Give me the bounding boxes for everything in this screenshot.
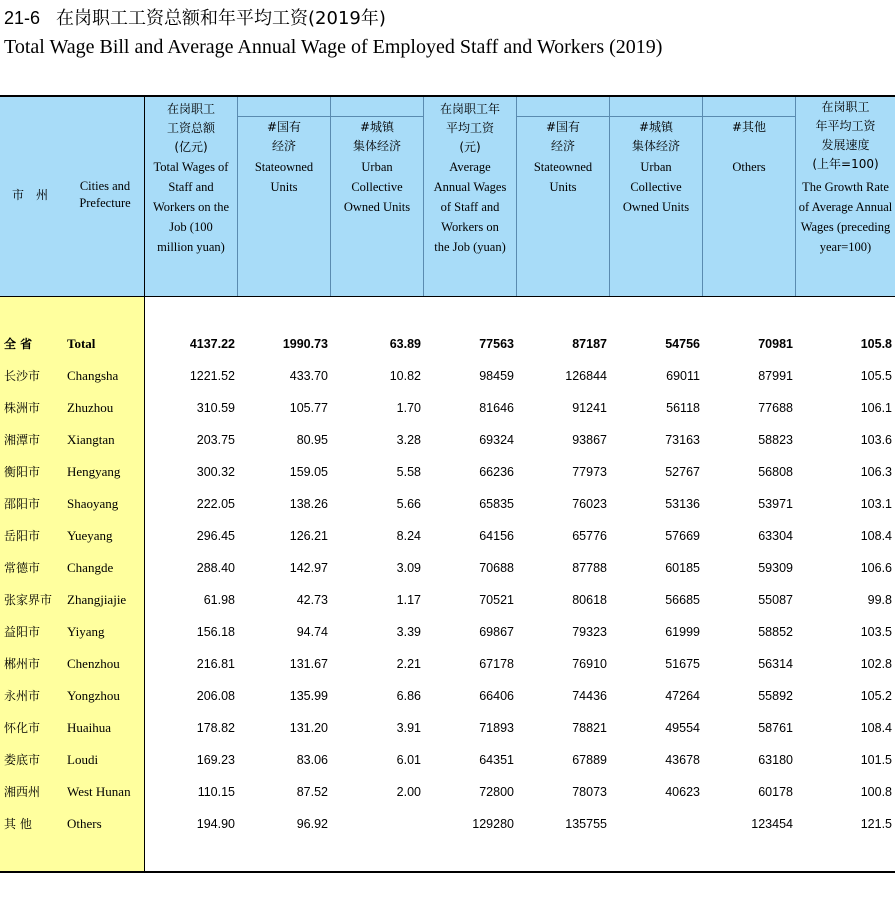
table-row xyxy=(0,456,895,488)
table-cell: 300.32 xyxy=(196,465,235,479)
table-cell: 123454 xyxy=(751,817,793,831)
table-cell: 103.1 xyxy=(860,497,892,511)
table-cell: 87788 xyxy=(572,561,607,575)
table-cell: 4137.22 xyxy=(189,337,235,351)
table-cell: 57669 xyxy=(665,529,700,543)
table-cell: 206.08 xyxy=(196,689,235,703)
table-row xyxy=(0,584,895,616)
header-others-en: Others xyxy=(732,160,766,174)
table-cell: 66236 xyxy=(479,465,514,479)
table-cell: 76023 xyxy=(572,497,607,511)
table-cell: 103.5 xyxy=(860,625,892,639)
city-name-en: Zhuzhou xyxy=(67,400,114,415)
table-cell: 3.39 xyxy=(396,625,421,639)
table-cell: 91241 xyxy=(572,401,607,415)
table-cell: 1.17 xyxy=(396,593,421,607)
city-name-cn: 岳阳市 xyxy=(4,529,41,543)
city-name-cn: 怀化市 xyxy=(4,721,41,735)
table-cell: 135.99 xyxy=(289,689,328,703)
header-city-en: Cities and Prefecture xyxy=(79,179,131,210)
page-title-english: Total Wage Bill and Average Annual Wage of Employed Staff and Workers (2019) xyxy=(4,36,663,58)
table-cell: 100.8 xyxy=(860,785,892,799)
header-others-cn: #其他 xyxy=(731,120,767,134)
table-cell: 65776 xyxy=(572,529,607,543)
city-name-en: Yiyang xyxy=(67,624,105,639)
header-growth-en: The Growth Rate of Average Annual Wages (preceding year=100) xyxy=(798,180,893,254)
city-name-cn: 湘西州 xyxy=(4,785,41,799)
table-cell: 10.82 xyxy=(389,369,421,383)
city-name-en: Changsha xyxy=(67,368,119,383)
table-cell: 3.09 xyxy=(396,561,421,575)
table-cell: 55892 xyxy=(758,689,793,703)
table-cell: 65835 xyxy=(479,497,514,511)
table-cell: 106.1 xyxy=(860,401,892,415)
table-cell: 6.86 xyxy=(396,689,421,703)
table-cell: 58852 xyxy=(758,625,793,639)
title-chinese-text: 在岗职工工资总额和年平均工资(2019年) xyxy=(56,8,386,29)
table-cell: 76910 xyxy=(572,657,607,671)
table-cell: 105.8 xyxy=(860,337,892,351)
city-name-cn: 全 省 xyxy=(4,337,33,351)
table-cell: 40623 xyxy=(665,785,700,799)
table-cell: 138.26 xyxy=(289,497,328,511)
table-row xyxy=(0,392,895,424)
table-cell: 1221.52 xyxy=(189,369,235,383)
table-cell: 121.5 xyxy=(860,817,892,831)
table-row xyxy=(0,776,895,808)
table-cell: 70688 xyxy=(479,561,514,575)
table-cell: 108.4 xyxy=(860,721,892,735)
header-avg-wage-cn: 在岗职工年 平均工资 (元) xyxy=(439,102,500,154)
table-cell: 5.66 xyxy=(396,497,421,511)
table-cell: 64156 xyxy=(479,529,514,543)
table-row xyxy=(0,488,895,520)
table-cell: 222.05 xyxy=(196,497,235,511)
table-cell: 79323 xyxy=(572,625,607,639)
table-cell: 1.70 xyxy=(396,401,421,415)
header-subdivider xyxy=(238,116,424,117)
table-cell: 60178 xyxy=(758,785,793,799)
city-name-cn: 湘潭市 xyxy=(4,433,41,447)
city-name-en: Xiangtan xyxy=(67,432,115,447)
table-cell: 6.01 xyxy=(396,753,421,767)
table-cell: 98459 xyxy=(479,369,514,383)
table-cell: 1990.73 xyxy=(282,337,328,351)
city-name-cn: 郴州市 xyxy=(4,657,41,671)
table-cell: 71893 xyxy=(479,721,514,735)
table-cell: 108.4 xyxy=(860,529,892,543)
header-urban-en: Urban Collective Owned Units xyxy=(343,160,411,214)
city-name-cn: 益阳市 xyxy=(4,625,41,639)
table-cell: 51675 xyxy=(665,657,700,671)
table-cell: 77973 xyxy=(572,465,607,479)
table-cell: 126.21 xyxy=(289,529,328,543)
table-cell: 87187 xyxy=(572,337,607,351)
table-cell: 110.15 xyxy=(197,785,235,799)
header-city-cn: 市 州 xyxy=(12,188,49,202)
table-row xyxy=(0,648,895,680)
city-name-cn: 长沙市 xyxy=(4,369,41,383)
table-cell: 52767 xyxy=(665,465,700,479)
table-cell: 47264 xyxy=(665,689,700,703)
table-cell: 159.05 xyxy=(289,465,328,479)
header-state2-en: Stateowned Units xyxy=(533,160,593,194)
header-bottom-rule xyxy=(0,296,895,297)
table-row xyxy=(0,712,895,744)
city-name-en: Shaoyang xyxy=(67,496,119,511)
table-cell: 80618 xyxy=(572,593,607,607)
table-cell: 67889 xyxy=(572,753,607,767)
table-cell: 3.28 xyxy=(396,433,421,447)
city-name-en: Yueyang xyxy=(67,528,113,543)
table-cell: 54756 xyxy=(665,337,700,351)
table-cell: 74436 xyxy=(572,689,607,703)
header-avg-wage-en: Average Annual Wages of Staff and Workers on the Job (yuan) xyxy=(433,160,507,254)
table-cell: 93867 xyxy=(572,433,607,447)
city-name-cn: 其 他 xyxy=(4,817,32,831)
table-cell: 105.2 xyxy=(860,689,892,703)
table-cell: 94.74 xyxy=(296,625,328,639)
table-cell: 8.24 xyxy=(396,529,421,543)
header-urban2-en: Urban Collective Owned Units xyxy=(622,160,690,214)
table-cell: 63180 xyxy=(758,753,793,767)
table-row xyxy=(0,360,895,392)
city-name-cn: 张家界市 xyxy=(4,593,53,607)
table-cell: 66406 xyxy=(479,689,514,703)
table-cell: 53136 xyxy=(665,497,700,511)
city-name-en: Chenzhou xyxy=(67,656,120,671)
table-cell: 64351 xyxy=(479,753,514,767)
table-cell: 55087 xyxy=(758,593,793,607)
table-cell: 56685 xyxy=(665,593,700,607)
city-name-en: Zhangjiajie xyxy=(67,592,127,607)
table-cell: 72800 xyxy=(479,785,514,799)
table-cell: 194.90 xyxy=(196,817,235,831)
table-cell: 77563 xyxy=(479,337,514,351)
table-cell: 81646 xyxy=(479,401,514,415)
table-cell: 78073 xyxy=(572,785,607,799)
header-state2-cn: #国有 经济 xyxy=(545,120,581,153)
table-cell: 77688 xyxy=(758,401,793,415)
table-cell: 296.45 xyxy=(196,529,235,543)
table-cell: 2.21 xyxy=(396,657,421,671)
table-cell: 102.8 xyxy=(860,657,892,671)
table-cell: 2.00 xyxy=(396,785,421,799)
table-cell: 63304 xyxy=(758,529,793,543)
table-cell: 101.5 xyxy=(860,753,892,767)
table-row xyxy=(0,424,895,456)
table-cell: 69324 xyxy=(479,433,514,447)
table-cell: 105.77 xyxy=(289,401,328,415)
table-bottom-rule xyxy=(0,871,895,873)
table-cell: 42.73 xyxy=(296,593,328,607)
table-cell: 288.40 xyxy=(196,561,235,575)
table-cell: 43678 xyxy=(665,753,700,767)
city-name-en: Hengyang xyxy=(67,464,121,479)
table-cell: 5.58 xyxy=(396,465,421,479)
table-row xyxy=(0,680,895,712)
table-cell: 203.75 xyxy=(196,433,235,447)
table-cell: 216.81 xyxy=(196,657,235,671)
table-cell: 106.6 xyxy=(860,561,892,575)
city-name-en: Huaihua xyxy=(67,720,112,735)
header-subdivider xyxy=(517,116,796,117)
table-cell: 58823 xyxy=(758,433,793,447)
table-cell: 135755 xyxy=(565,817,607,831)
header-urban-cn: #城镇 集体经济 xyxy=(352,120,401,153)
table-cell: 129280 xyxy=(472,817,514,831)
table-cell: 67178 xyxy=(479,657,514,671)
table-row-total xyxy=(0,328,895,360)
table-cell: 131.67 xyxy=(289,657,328,671)
city-name-en: Changde xyxy=(67,560,114,575)
table-cell: 433.70 xyxy=(289,369,328,383)
table-cell: 49554 xyxy=(665,721,700,735)
table-cell: 87991 xyxy=(758,369,793,383)
table-cell: 83.06 xyxy=(296,753,328,767)
table-cell: 63.89 xyxy=(389,337,421,351)
table-cell: 56118 xyxy=(666,401,700,415)
header-urban2-cn: #城镇 集体经济 xyxy=(631,120,680,153)
table-cell: 126844 xyxy=(565,369,607,383)
table-cell: 59309 xyxy=(758,561,793,575)
city-name-en: Total xyxy=(67,336,96,351)
table-cell: 310.59 xyxy=(196,401,235,415)
table-row xyxy=(0,520,895,552)
table-cell: 58761 xyxy=(758,721,793,735)
city-name-en: West Hunan xyxy=(67,784,131,799)
city-name-en: Yongzhou xyxy=(67,688,120,703)
table-cell: 70521 xyxy=(479,593,514,607)
city-name-en: Others xyxy=(67,816,102,831)
table-row xyxy=(0,808,895,840)
header-state-cn: #国有 经济 xyxy=(266,120,302,153)
table-cell: 3.91 xyxy=(396,721,421,735)
table-cell: 131.20 xyxy=(289,721,328,735)
header-state-en: Stateowned Units xyxy=(254,160,314,194)
table-cell: 96.92 xyxy=(296,817,328,831)
table-cell: 105.5 xyxy=(860,369,892,383)
table-cell: 70981 xyxy=(758,337,793,351)
table-cell: 78821 xyxy=(572,721,607,735)
table-row xyxy=(0,552,895,584)
table-cell: 53971 xyxy=(758,497,793,511)
header-total-wage-cn: 在岗职工 工资总额 (亿元) xyxy=(166,102,215,154)
table-cell: 142.97 xyxy=(289,561,328,575)
header-growth-cn: 在岗职工 年平均工资 发展速度 (上年=100) xyxy=(812,100,879,171)
city-name-cn: 永州市 xyxy=(4,689,41,703)
page-title-chinese xyxy=(4,4,386,30)
table-cell: 169.23 xyxy=(196,753,235,767)
table-cell: 56808 xyxy=(758,465,793,479)
table-row xyxy=(0,616,895,648)
table-cell: 178.82 xyxy=(196,721,235,735)
table-cell: 61.98 xyxy=(203,593,235,607)
table-cell: 56314 xyxy=(758,657,793,671)
table-cell: 106.3 xyxy=(860,465,892,479)
city-name-cn: 常德市 xyxy=(4,561,41,575)
city-name-en: Loudi xyxy=(67,752,99,767)
city-name-cn: 株洲市 xyxy=(4,401,41,415)
table-top-rule xyxy=(0,95,895,97)
table-row xyxy=(0,744,895,776)
city-name-cn: 娄底市 xyxy=(4,753,41,767)
table-cell: 61999 xyxy=(665,625,700,639)
table-cell: 60185 xyxy=(665,561,700,575)
table-cell: 69011 xyxy=(666,369,700,383)
table-cell: 69867 xyxy=(479,625,514,639)
city-name-cn: 邵阳市 xyxy=(4,497,41,511)
table-number: 21-6 xyxy=(4,8,41,28)
table-cell: 87.52 xyxy=(296,785,328,799)
table-cell: 73163 xyxy=(665,433,700,447)
table-cell: 156.18 xyxy=(196,625,235,639)
city-name-cn: 衡阳市 xyxy=(4,465,41,479)
table-cell: 99.8 xyxy=(867,593,892,607)
table-cell: 103.6 xyxy=(860,433,892,447)
table-cell: 80.95 xyxy=(296,433,328,447)
header-total-wage-en: Total Wages of Staff and Workers on the Job (100 million yuan) xyxy=(152,160,230,254)
